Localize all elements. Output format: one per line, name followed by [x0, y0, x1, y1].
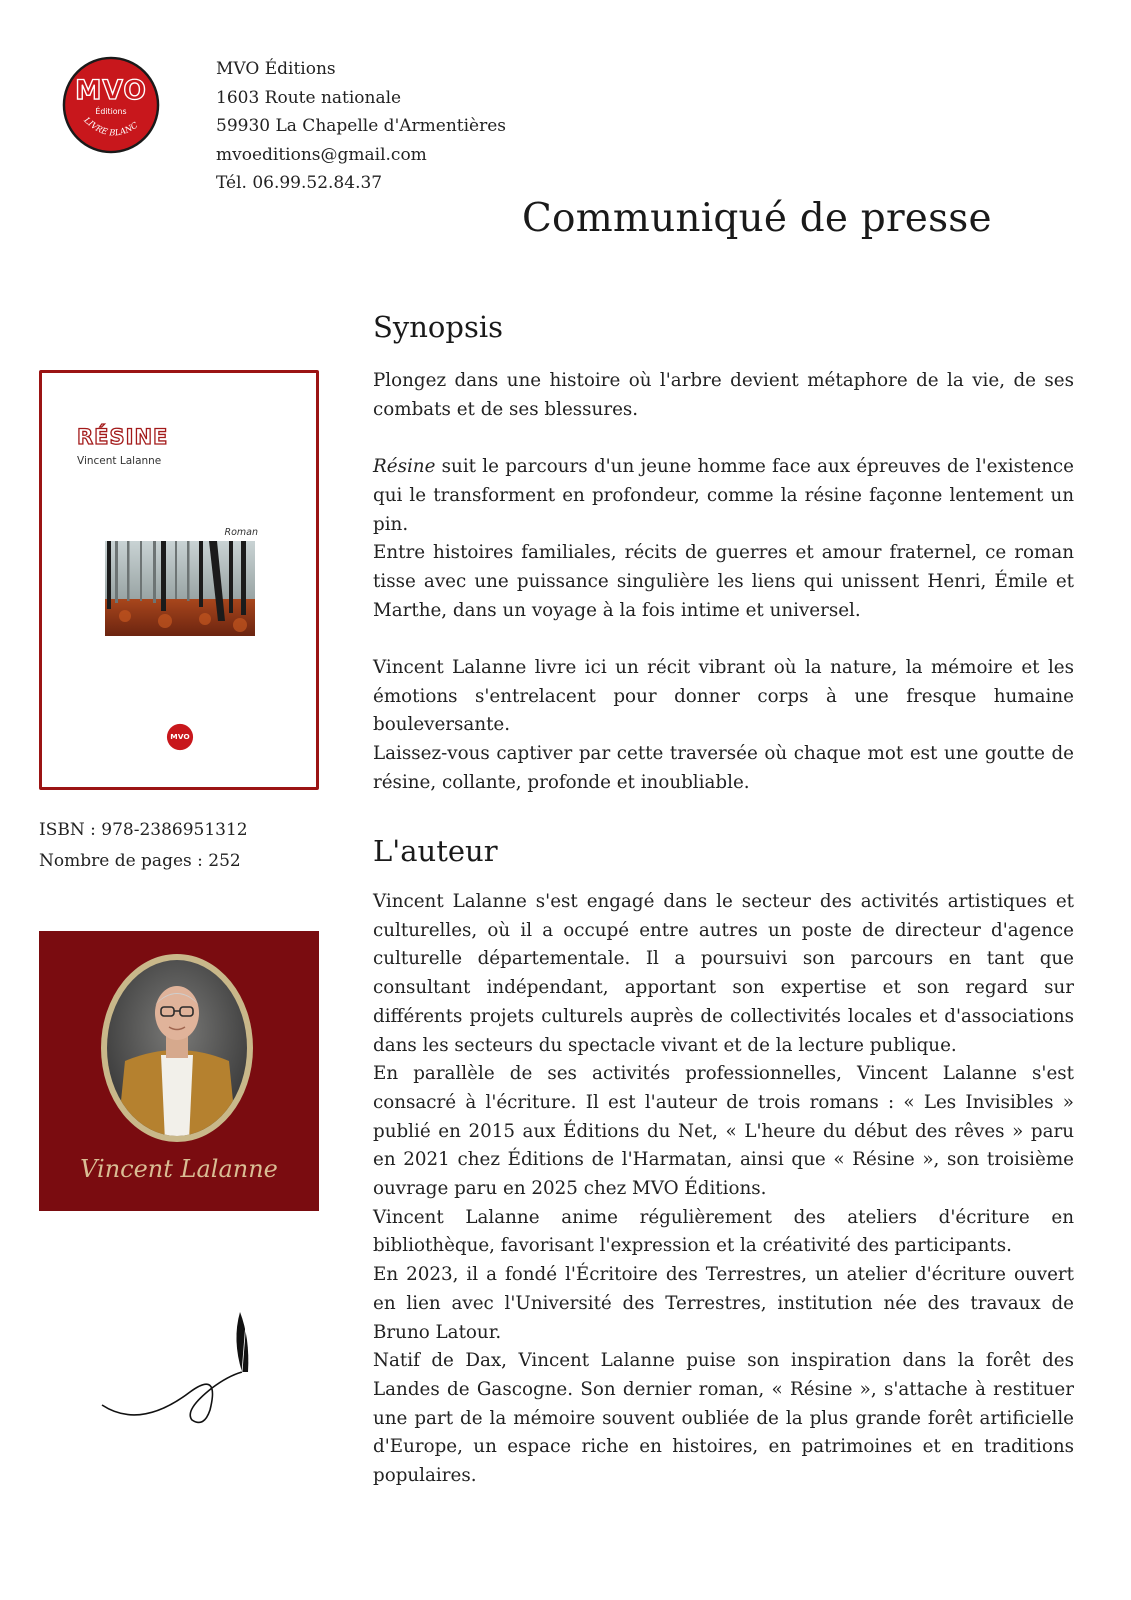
publisher-street: 1603 Route nationale	[216, 87, 402, 108]
author-paragraph: Vincent Lalanne anime régulièrement des ateliers d'écriture en bibliothèque, favorisant l'expression et la créativité des participants.	[373, 1206, 1074, 1257]
cover-genre: Roman	[224, 527, 258, 538]
logo-text: MVO	[75, 75, 147, 107]
synopsis-paragraph: Laissez-vous captiver par cette traversée où chaque mot est une goutte de résine, collante, profonde et inoubliable.	[373, 743, 1074, 793]
cover-title: RÉSINE	[77, 425, 169, 449]
synopsis-body	[373, 367, 1074, 798]
cover-forest-image	[105, 541, 255, 636]
cover-author: Vincent Lalanne	[77, 455, 162, 467]
book-metadata	[39, 815, 248, 877]
publisher-email[interactable]: mvoeditions@gmail.com	[216, 144, 427, 165]
logo-subtext: Éditions	[95, 106, 127, 116]
publisher-phone[interactable]: Tél. 06.99.52.84.37	[216, 173, 383, 193]
author-paragraph: En 2023, il a fondé l'Écritoire des Terrestres, un atelier d'écriture ouvert en lien avec l'Université des Terrestres, institution née des travaux de Bruno Latour.	[373, 1264, 1074, 1343]
quill-ornament-icon	[100, 1310, 260, 1440]
publisher-city: 59930 La Chapelle d'Armentières	[216, 116, 507, 136]
synopsis-heading: Synopsis	[373, 310, 503, 344]
author-heading: L'auteur	[373, 834, 498, 868]
synopsis-text: suit le parcours d'un jeune homme face aux épreuves de l'existence qui le transforment en profondeur, comme la résine façonne lentement un pin.	[373, 456, 1074, 535]
author-paragraph: Natif de Dax, Vincent Lalanne puise son inspiration dans la forêt des Landes de Gascogne. Son dernier roman, « Résine », s'attache à restituer une part de la mémoire souvent oubliée de la plus grande forêt artificielle d'Europe, un espace riche en histoires, en patrimoines et en traditions populaires.	[373, 1350, 1074, 1487]
author-portrait-card	[39, 931, 319, 1211]
author-paragraph: Vincent Lalanne s'est engagé dans le secteur des activités artistiques et culturelles, où il a occupé entre autres un poste de directeur d'agence culturelle départementale. Il a poursuivi son parcours en tant que consultant indépendant, apportant son expertise et son regard sur différents projets culturels auprès de collectivités locales et d'associations dans les secteurs du spectacle vivant et de la lecture publique.	[373, 891, 1074, 1056]
isbn: ISBN : 978-2386951312	[39, 820, 248, 840]
document-title: Communiqué de presse	[522, 196, 992, 241]
cover-publisher-logo	[166, 723, 194, 751]
synopsis-paragraph: Entre histoires familiales, récits de guerres et amour fraternel, ce roman tisse avec une puissance singulière les liens qui unissent Henri, Émile et Marthe, dans un voyage à la fois intime et universel.	[373, 542, 1074, 621]
author-paragraph: En parallèle de ses activités professionnelles, Vincent Lalanne s'est consacré à l'écriture. Il est l'auteur de trois romans : « Les Invisibles » publié en 2015 aux Éditions du Net, « L'heure du début des rêves » paru en 2021 chez Éditions de l'Harmatan, ainsi que « Résine », son troisième ouvrage paru en 2025 chez MVO Éditions.	[373, 1063, 1074, 1200]
author-portrait	[39, 931, 319, 1211]
book-title-italic: Résine	[373, 456, 436, 478]
logo-arc-text: LIVRE BLANC	[82, 114, 140, 138]
author-signature: Vincent Lalanne	[80, 1155, 278, 1183]
publisher-name: MVO Éditions	[216, 59, 336, 79]
cover-logo-text: MVO	[170, 731, 190, 741]
synopsis-paragraph	[373, 453, 1074, 539]
page-count: Nombre de pages : 252	[39, 851, 241, 871]
book-cover	[39, 370, 319, 790]
author-body	[373, 888, 1074, 1491]
synopsis-paragraph: Vincent Lalanne livre ici un récit vibrant où la nature, la mémoire et les émotions s'entrelacent pour donner corps à une fresque humaine bouleversante.	[373, 657, 1074, 736]
publisher-address	[216, 55, 506, 198]
publisher-logo	[62, 56, 160, 154]
synopsis-paragraph: Plongez dans une histoire où l'arbre devient métaphore de la vie, de ses combats et de ses blessures.	[373, 370, 1074, 420]
